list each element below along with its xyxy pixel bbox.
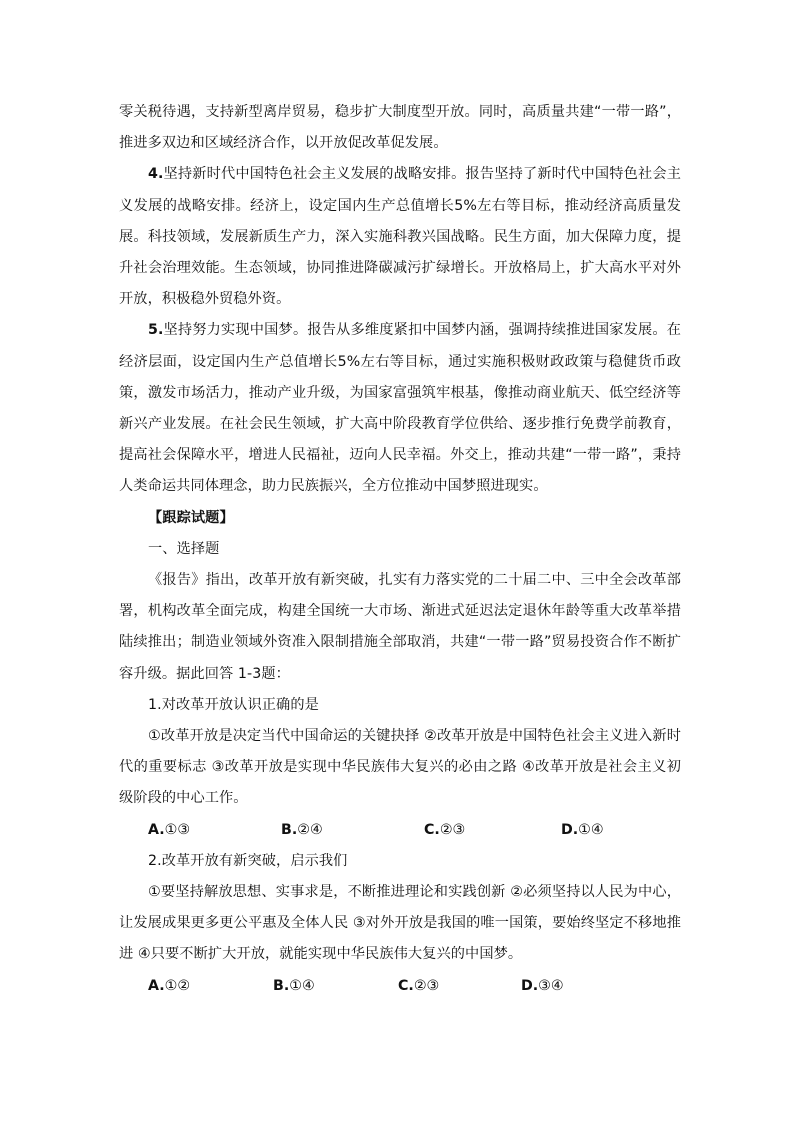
option-b[interactable]: B.②④ [281,821,323,838]
paragraph-continuation: 零关税待遇，支持新型离岸贸易，稳步扩大制度型开放。同时，高质量共建“一带一路”，推进多双边和区域经济合作，以开放促改革促发展。 [119,104,681,152]
answer-options [119,815,681,846]
paragraph-point-4 [119,159,681,315]
point-number: 4. [148,166,164,183]
point-text: 坚持努力实现中国梦。报告从多维度紧扣中国梦内涵，强调持续推进国家发展。在经济层面，设定国内生产总值增长5%左右等目标，通过实施积极财政政策与稳健货币政策，激发市场活力，推动产业升级，为国家富强筑牢根基，像推动商业航天、低空经济等新兴产业发展。在社会民生领域，扩大高中阶段教育学位供给、逐步推行免费学前教育，提高社会保障水平，增进人民福祉，迈向人民幸福。外交上，推动共建“一带一路”，秉持人类命运共同体理念，助力民族振兴，全方位推动中国梦照进现实。 [119,322,681,495]
option-b[interactable]: B.①④ [273,977,315,994]
question-body: ①改革开放是决定当代中国命运的关键抉择 ②改革开放是中国特色社会主义进入新时代的重要标志 ③改革开放是实现中华民族伟大复兴的必由之路 ④改革开放是社会主义初级阶段的中心工作。 [119,728,681,807]
point-number: 5. [148,322,164,339]
point-text: 坚持新时代中国特色社会主义发展的战略安排。报告坚持了新时代中国特色社会主义发展的战略安排。经济上，设定国内生产总值增长5%左右等目标，推动经济高质量发展。科技领域，发展新质生产力，深入实施科教兴国战略。民生方面，加大保障力度，提升社会治理效能。生态领域，协同推进降碳减污扩绿增长。开放格局上，扩大高水平对外开放，积极稳外贸稳外资。 [119,166,681,308]
section-heading: 【跟踪试题】 [148,509,234,526]
question-body: ①要坚持解放思想、实事求是，不断推进理论和实践创新 ②必须坚持以人民为中心，让发展成果更多更公平惠及全体人民 ③对外开放是我国的唯一国策，要始终坚定不移地推进 ④只要不断扩大开放，就能实现中华民族伟大复兴的中国梦。 [119,884,681,963]
question-intro: 《报告》指出，改革开放有新突破，扎实有力落实党的二十届二中、三中全会改革部署，机构改革全面完成，构建全国统一大市场、渐进式延迟法定退休年龄等重大改革举措陆续推出；制造业领域外资准入限制措施全部取消，共建“一带一路”贸易投资合作不断扩容升级。据此回答 1-3题： [119,572,681,682]
section-subheading: 一、选择题 [148,540,220,557]
option-d[interactable]: D.③④ [521,977,564,994]
option-a[interactable]: A.①② [148,977,191,994]
option-a[interactable]: A.①③ [148,821,191,838]
paragraph-point-5 [119,315,681,502]
answer-options [119,971,681,1002]
question-stem: 1.对改革开放认识正确的是 [148,696,319,713]
page-content [119,97,681,1002]
option-d[interactable]: D.①④ [561,821,604,838]
option-c[interactable]: C.②③ [398,977,440,994]
question-stem: 2.改革开放有新突破，启示我们 [148,852,348,869]
option-c[interactable]: C.②③ [424,821,466,838]
